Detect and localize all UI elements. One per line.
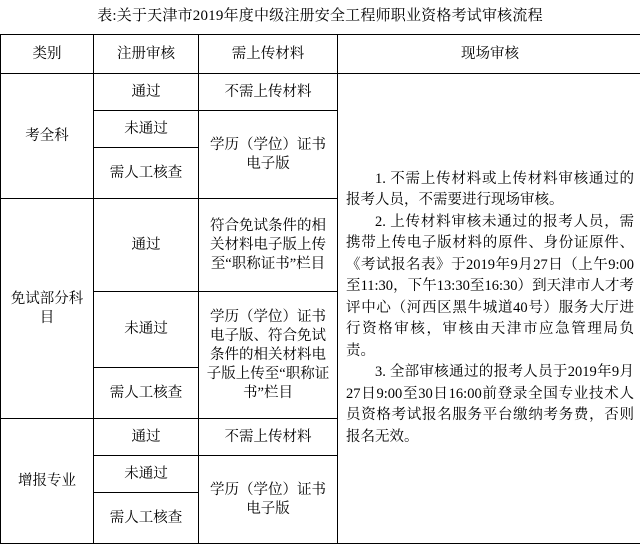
review-status-cell: 通过 [94, 419, 199, 456]
site-review-item-3: 3. 全部审核通过的报考人员于2019年9月27日9:00至30日16:00前登录全国专业技术人员资格考试报名服务平台缴纳考务费，否则报名无效。 [346, 364, 634, 445]
column-header-materials: 需上传材料 [199, 35, 338, 74]
materials-cell: 学历（学位）证书电子版 [199, 456, 338, 544]
column-header-registration-review: 注册审核 [94, 35, 199, 74]
review-status-cell: 未通过 [94, 111, 199, 148]
exam-review-process-table [0, 34, 640, 544]
category-cell-additional-major: 增报专业 [1, 419, 94, 544]
category-cell-partial-exemption: 免试部分科目 [1, 199, 94, 419]
review-status-cell: 未通过 [94, 456, 199, 493]
category-cell-all-subjects: 考全科 [1, 74, 94, 199]
table-row [1, 74, 640, 111]
materials-cell: 符合免试条件的相关材料电子版上传至“职称证书”栏目 [199, 199, 338, 292]
review-status-cell: 未通过 [94, 292, 199, 368]
materials-cell: 学历（学位）证书电子版 [199, 111, 338, 199]
review-status-cell: 通过 [94, 74, 199, 111]
site-review-cell [338, 74, 640, 544]
site-review-item-2: 2. 上传材料审核未通过的报考人员，需携带上传电子版材料的原件、身份证原件、《考试报名表》于2019年9月27日（上午9:00至11:30，下午13:30至16:30）到天津市人才考评中心（河西区黑牛城道40号）服务大厅进行资格审核，审核由天津市应急管理局负责。 [346, 213, 634, 359]
site-review-item-1: 1. 不需上传材料或上传材料审核通过的报考人员，不需要进行现场审核。 [346, 170, 634, 209]
materials-cell: 不需上传材料 [199, 419, 338, 456]
review-status-cell: 需人工核查 [94, 148, 199, 199]
materials-cell: 学历（学位）证书电子版、符合免试条件的相关材料电子版上传至“职称证书”栏目 [199, 292, 338, 419]
table-caption: 表:关于天津市2019年度中级注册安全工程师职业资格考试审核流程 [97, 8, 543, 24]
review-status-cell: 需人工核查 [94, 368, 199, 419]
table-header-row [1, 35, 640, 74]
column-header-category: 类别 [1, 35, 94, 74]
site-review-content [342, 169, 638, 449]
review-status-cell: 需人工核查 [94, 493, 199, 544]
review-status-cell: 通过 [94, 199, 199, 292]
column-header-site-review: 现场审核 [338, 35, 640, 74]
materials-cell: 不需上传材料 [199, 74, 338, 111]
